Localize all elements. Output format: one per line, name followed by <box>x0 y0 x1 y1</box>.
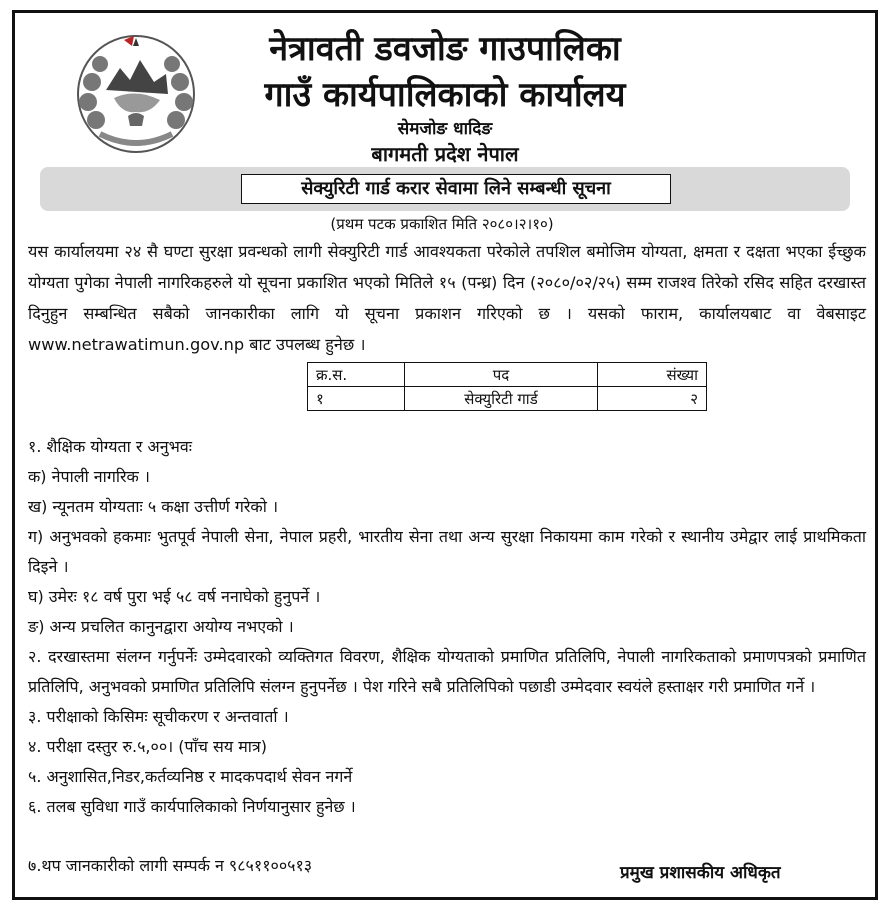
cell-post: सेक्युरिटी गार्ड <box>405 387 598 411</box>
list-item: ग) अनुभवको हकमाः भुतपूर्व नेपाली सेना, नेपाल प्रहरी, भारतीय सेना तथा अन्य सुरक्षा निकायमा काम गरेको र स्थानीय उमेद्वार लाई प्राथमिकता दिइने । <box>28 527 866 576</box>
contact-line: ७.थप जानकारीको लागी सम्पर्क न ९८५११००५१३ <box>28 856 313 875</box>
office-name: नेत्रावती डवजोङ गाउपालिका <box>269 29 621 69</box>
notice-title: सेक्युरिटी गार्ड करार सेवामा लिने सम्बन्धी सूचना <box>241 174 671 204</box>
list-item: ३. परीक्षाको किसिमः सूचीकरण र अन्तवार्ता । <box>28 707 289 726</box>
list-item: ङ) अन्य प्रचलित कानुनद्वारा अयोग्य नभएको । <box>28 617 294 636</box>
col-header-post: पद <box>405 363 598 387</box>
table-row <box>308 387 707 411</box>
publication-date: (प्रथम पटक प्रकाशित मिति २०८०।२।१०) <box>330 215 554 233</box>
requirements-list <box>28 432 866 822</box>
list-item: ६. तलब सुविधा गाउँ कार्यपालिकाको निर्णयानुसार हुनेछ । <box>28 797 356 816</box>
office-location: सेमजोङ धादिङ <box>397 119 493 139</box>
list-item: १. शैक्षिक योग्यता र अनुभवः <box>28 437 193 456</box>
list-item: क) नेपाली नागरिक । <box>28 467 150 486</box>
notice-body: यस कार्यालयमा २४ सै घण्टा सुरक्षा प्रवन्धको लागी सेक्युरिटी गार्ड आवश्यकता परेकोले तपशिल बमोजिम योग्यता, क्षमता र दक्षता भएका ईच्छुक योग्यता पुगेका नेपाली नागरिकहरुले यो सूचना प्रकाशित भएको मितिले १५ (पन्ध्र) दिन (२०८०/०२/२५) सम्म राजश्व तिरेको रसिद सहित दरखास्त दिनुहुन सम्बन्धित सबैको जानकारीका लागि यो सूचना प्रकाशन गरिएको छ । यसको फाराम, कार्यालयबाट वा वेबसाइट www.netrawatimun.gov.np बाट उपलब्ध हुनेछ । <box>28 242 866 354</box>
list-item: ५. अनुशासित,निडर,कर्तव्यनिष्ठ र मादकपदार्थ सेवन नगर्ने <box>28 767 353 786</box>
nepal-government-emblem-icon <box>70 30 202 158</box>
list-item: ४. परीक्षा दस्तुर रु.५,००। (पाँच सय मात्र) <box>28 737 267 756</box>
col-header-serial: क्र.स. <box>308 363 405 387</box>
list-item: २. दरखास्तमा संलग्न गर्नुपर्नेः उम्मेदवारको व्यक्तिगत विवरण, शैक्षिक योग्यताको प्रमाणित प्रतिलिपि, नेपाली नागरिकताको प्रमाणपत्रको प्रमाणित प्रतिलिपि, अनुभवको प्रमाणित प्रतिलिपि संलग्न हुनुपर्नेछ । पेश गरिने सबै प्रतिलिपिको पछाडी उम्मेदवार स्वयंले हस्ताक्षर गरी प्रमाणित गर्ने । <box>28 647 866 696</box>
office-type: गाउँ कार्यपालिकाको कार्यालय <box>264 75 626 115</box>
table-header-row <box>308 363 707 387</box>
col-header-count: संख्या <box>598 363 707 387</box>
list-item: ख) न्यूनतम योग्यताः ५ कक्षा उत्तीर्ण गरेको । <box>28 497 279 516</box>
office-province: बागमती प्रदेश नेपाल <box>371 142 519 166</box>
positions-table <box>307 362 707 411</box>
signatory: प्रमुख प्रशासकीय अधिकृत <box>620 863 781 883</box>
cell-serial: १ <box>308 387 405 411</box>
list-item: घ) उमेरः १८ वर्ष पुरा भई ५८ वर्ष ननाघेको हुनुपर्ने । <box>28 587 321 606</box>
cell-count: २ <box>598 387 707 411</box>
